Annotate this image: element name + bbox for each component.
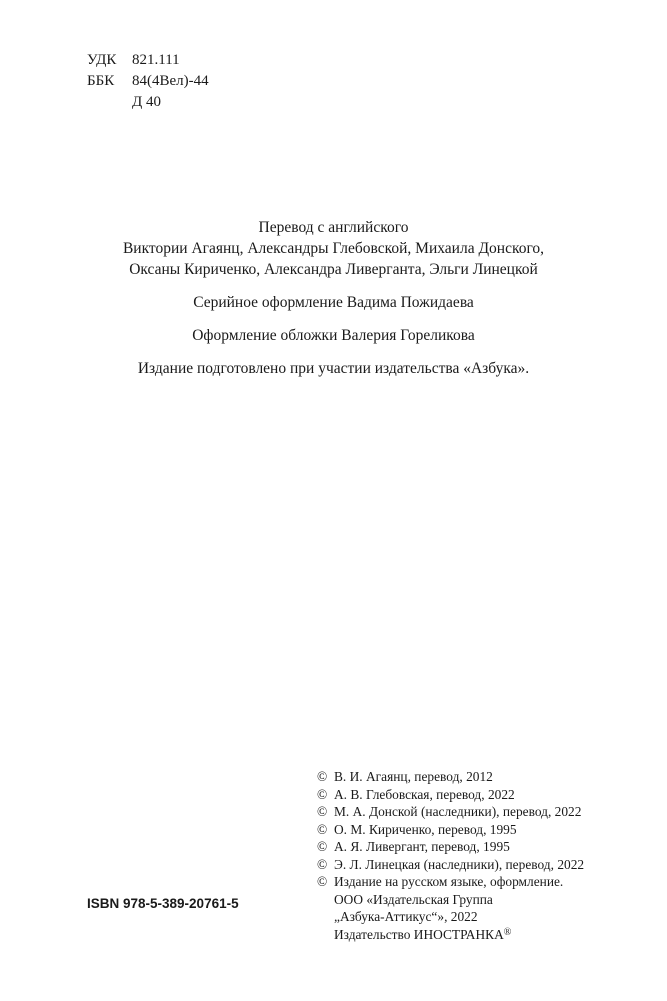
publisher-imprint-line [317, 926, 584, 944]
bbk-value: 84(4Вел)-44 [132, 73, 209, 89]
publisher-group-line: ООО «Издательская Группа [334, 891, 493, 907]
copyright-line [317, 821, 584, 839]
publisher-imprint-name: Издательство ИНОСТРАНКА [334, 926, 504, 942]
copyright-symbol: © [317, 769, 328, 784]
publisher-note: Издание подготовлено при участии издательства «Азбука». [137, 360, 530, 377]
copyright-block [317, 768, 584, 943]
udk-label: УДК [87, 52, 117, 68]
copyright-line [317, 873, 584, 891]
cover-design-credit: Оформление обложки Валерия Гореликова [192, 327, 475, 344]
copyright-text: А. В. Глебовская, перевод, 2022 [334, 786, 515, 802]
copyright-line [317, 838, 584, 856]
copyright-text: В. И. Агаянц, перевод, 2012 [334, 769, 493, 784]
copyright-symbol: © [317, 821, 328, 837]
copyright-line [317, 768, 584, 786]
translators-line-1: Виктории Агаянц, Александры Глебовской, Михаила Донского, [122, 240, 545, 257]
registered-trademark-mark: ® [503, 926, 512, 938]
author-mark: Д 40 [132, 94, 161, 110]
copyright-text: А. Я. Ливергант, перевод, 1995 [334, 839, 510, 854]
copyright-symbol: © [317, 839, 328, 854]
translators-line-2: Оксаны Кириченко, Александра Ливерганта, Эльги Линецкой [129, 261, 538, 278]
copyright-text: М. А. Донской (наследники), перевод, 2022 [334, 804, 582, 819]
copyright-symbol: © [317, 856, 328, 872]
copyright-line [317, 786, 584, 804]
copyright-text: Издание на русском языке, оформление. [334, 874, 564, 889]
series-design-credit: Серийное оформление Вадима Пожидаева [193, 294, 474, 311]
udk-value: 821.111 [132, 52, 180, 68]
udk-row [87, 50, 209, 71]
bbk-row [87, 71, 209, 92]
isbn-number: ISBN 978-5-389-20761-5 [87, 896, 239, 911]
publisher-group-line: „Азбука-Аттикус“», 2022 [334, 909, 478, 924]
copyright-text: Э. Л. Линецкая (наследники), перевод, 2022 [334, 856, 585, 872]
classification-block [87, 50, 209, 113]
translation-intro: Перевод с английского [258, 219, 409, 236]
copyright-symbol: © [317, 874, 328, 889]
copyright-text: О. М. Кириченко, перевод, 1995 [334, 821, 517, 837]
credits-block [40, 217, 627, 379]
copyright-symbol: © [317, 786, 328, 802]
copyright-symbol: © [317, 804, 328, 819]
bbk-label: ББК [87, 73, 115, 89]
copyright-line [317, 856, 584, 874]
copyright-line [317, 803, 584, 821]
